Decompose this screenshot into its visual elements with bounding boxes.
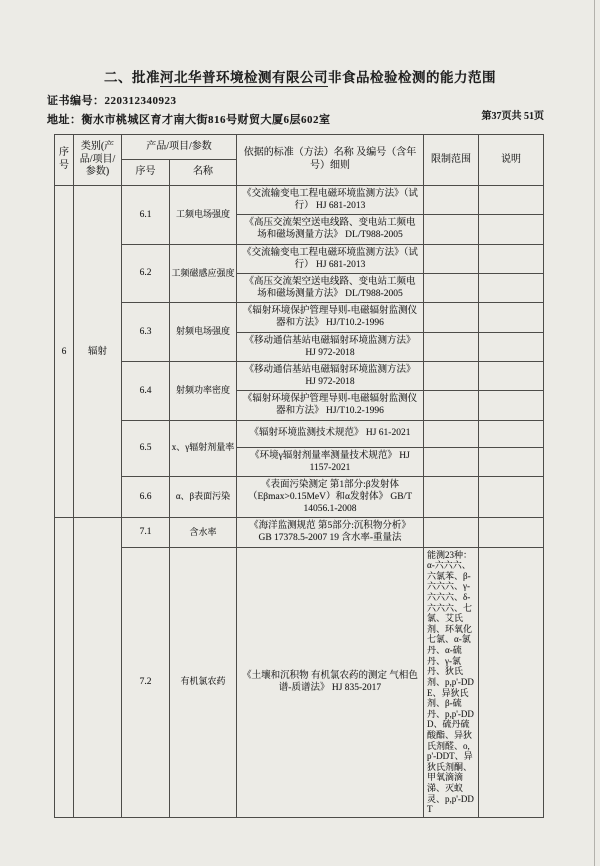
cell-item-seq: 6.3 (122, 303, 170, 362)
cell-group-seq: 6 (55, 186, 74, 518)
cell-limit (424, 215, 479, 244)
cell-category: 辐射 (74, 186, 122, 518)
col-header-item-name: 名称 (170, 160, 237, 186)
cell-item-seq: 6.6 (122, 476, 170, 517)
cell-limit (424, 186, 479, 215)
cell-limit (424, 447, 479, 476)
address-label: 地址： (47, 114, 82, 126)
table-row (55, 244, 544, 273)
cell-standard: 《辐射环境保护管理导则-电磁辐射监测仪器和方法》 HJ/T10.2-1996 (237, 391, 424, 420)
cell-limit (424, 303, 479, 332)
cell-standard: 《交流输变电工程电磁环境监测方法》（试行） HJ 681-2013 (237, 186, 424, 215)
cell-standard: 《移动通信基站电磁辐射环境监测方法》 HJ 972-2018 (237, 332, 424, 361)
cell-note (479, 476, 544, 517)
cell-note (479, 215, 544, 244)
col-header-limit: 限制范围 (424, 135, 479, 186)
cell-item-seq: 7.1 (122, 518, 170, 547)
table-row (55, 518, 544, 547)
cell-limit (424, 273, 479, 302)
col-header-note: 说明 (479, 135, 544, 186)
table-row (55, 420, 544, 447)
page-number: 第37页共 51页 (481, 111, 544, 122)
title-suffix: 非食品检验检测的能力范围 (328, 70, 496, 85)
cell-standard: 《辐射环境监测技术规范》 HJ 61-2021 (237, 420, 424, 447)
table-row (55, 547, 544, 817)
cell-note (479, 391, 544, 420)
cell-limit (424, 244, 479, 273)
cell-limit (424, 361, 479, 390)
cell-note (479, 332, 544, 361)
cell-item-name: 有机氯农药 (170, 547, 237, 817)
cell-note (479, 186, 544, 215)
cell-standard: 《环境γ辐射剂量率测量技术规范》 HJ 1157-2021 (237, 447, 424, 476)
cell-item-name: x、γ辐射剂量率 (170, 420, 237, 476)
table-header-row-1 (55, 135, 544, 160)
certificate-label: 证书编号： (47, 95, 105, 107)
cell-item-seq: 6.1 (122, 186, 170, 245)
cell-item-name: 含水率 (170, 518, 237, 547)
cell-category (74, 518, 122, 818)
col-header-category: 类别(产品/项目/参数) (74, 135, 122, 186)
cell-standard: 《高压交流架空送电线路、变电站工频电场和磁场测量方法》 DL/T988-2005 (237, 273, 424, 302)
cell-standard: 《移动通信基站电磁辐射环境监测方法》 HJ 972-2018 (237, 361, 424, 390)
cell-standard: 《辐射环境保护管理导则-电磁辐射监测仪器和方法》 HJ/T10.2-1996 (237, 303, 424, 332)
cell-item-name: 射频功率密度 (170, 361, 237, 420)
cell-limit (424, 420, 479, 447)
cell-limit (424, 476, 479, 517)
address-value: 衡水市桃城区育才南大街816号财贸大厦6层602室 (81, 114, 331, 126)
cell-note (479, 361, 544, 390)
cell-item-name: 工频电场强度 (170, 186, 237, 245)
table-row (55, 186, 544, 215)
table-row (55, 303, 544, 332)
cell-note (479, 518, 544, 547)
cell-note (479, 447, 544, 476)
capability-table (54, 134, 544, 818)
title-company-name: 河北华普环境检测有限公司 (160, 70, 328, 85)
cell-item-name: 射频电场强度 (170, 303, 237, 362)
col-header-standard: 依据的标准（方法）名称 及编号（含年号）细则 (237, 135, 424, 186)
cell-group-seq (55, 518, 74, 818)
cell-item-seq: 6.4 (122, 361, 170, 420)
cell-note (479, 547, 544, 817)
document-title (0, 66, 600, 86)
cell-note (479, 273, 544, 302)
cell-limit: 能测23种：α-六六六、六氯苯、β-六六六、γ-六六六、δ-六六六、七氯、艾氏剂、环氧化七氯、α-氯丹、α-硫丹、γ-氯丹、狄氏剂、p,p'-DDE、异狄氏剂、β-硫丹、p,p'-DDD、硫丹硫酸酯、异狄氏剂醛、o,p'-DDT、异狄氏剂酮、甲氧滴滴涕、灭蚁灵、p,p'-DDT (424, 547, 479, 817)
cell-item-seq: 6.5 (122, 420, 170, 476)
cell-item-seq: 7.2 (122, 547, 170, 817)
table-row (55, 361, 544, 390)
cell-limit (424, 518, 479, 547)
cell-note (479, 420, 544, 447)
cell-standard: 《土壤和沉积物 有机氯农药的测定 气相色谱-质谱法》 HJ 835-2017 (237, 547, 424, 817)
cell-limit (424, 391, 479, 420)
cell-limit (424, 332, 479, 361)
col-header-item-seq: 序号 (122, 160, 170, 186)
cell-note (479, 244, 544, 273)
cell-note (479, 303, 544, 332)
cell-standard: 《高压交流架空送电线路、变电站工频电场和磁场测量方法》 DL/T988-2005 (237, 215, 424, 244)
cell-standard: 《表面污染测定 第1部分:β发射体（Eβmax>0.15MeV）和α发射体》 GB/T 14056.1-2008 (237, 476, 424, 517)
certificate-number-line (47, 92, 177, 108)
table-row (55, 476, 544, 517)
cell-item-seq: 6.2 (122, 244, 170, 303)
address-line (47, 111, 331, 127)
certificate-number: 220312340923 (104, 95, 177, 107)
col-header-seq: 序号 (55, 135, 74, 186)
cell-standard: 《海洋监测规范 第5部分:沉积物分析》 GB 17378.5-2007 19 含水率-重量法 (237, 518, 424, 547)
title-prefix: 二、批准 (104, 70, 160, 85)
cell-standard: 《交流输变电工程电磁环境监测方法》（试行） HJ 681-2013 (237, 244, 424, 273)
scan-edge-line (594, 0, 595, 866)
cell-item-name: α、β表面污染 (170, 476, 237, 517)
col-header-product-group: 产品/项目/参数 (122, 135, 237, 160)
cell-item-name: 工频磁感应强度 (170, 244, 237, 303)
